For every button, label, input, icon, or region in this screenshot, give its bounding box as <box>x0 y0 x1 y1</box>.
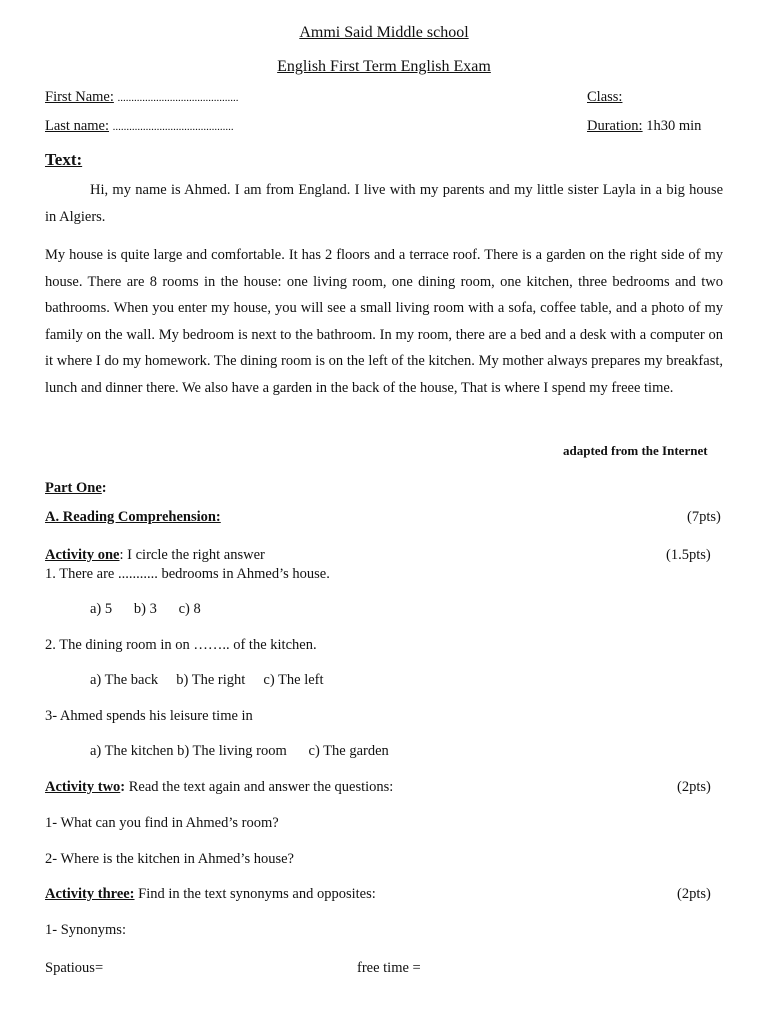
activity-two-question-1: 1- What can you find in Ahmed’s room? <box>45 815 279 831</box>
part-one-title <box>45 480 107 497</box>
text-heading: Text: <box>45 150 83 169</box>
activity-two-points: (2pts) <box>677 779 711 795</box>
question-1: 1. There are ........... bedrooms in Ahmed’s house. <box>45 566 330 582</box>
activity-three-heading <box>45 886 376 903</box>
duration-value: 1h30 min <box>646 118 702 134</box>
exam-title: English First Term English Exam <box>277 58 491 75</box>
source-note: adapted from the Internet <box>563 443 708 458</box>
synonyms-label: 1- Synonyms: <box>45 922 126 938</box>
paragraph-2-text: My house is quite large and comfortable. It has 2 floors and a terrace roof. There is a garden on the right side of my house. There are 8 rooms in the house: one living room, one dining room, one kitchen, three bedrooms and two bathrooms. When you enter my house, you will see a small living room with a sofa, coffee table, and a photo of my family on the wall. My bedroom is next to the bathroom. In my room, there are a bed and a desk with a computer on it where I do my homework. The dining room is on the left of the kitchen. My mother always prepares my breakfast, lunch and dinner there. We also have a garden in the back of the house, That is where I spend my freee time. <box>45 247 723 396</box>
last-name-label: Last name: <box>45 118 110 134</box>
part-one-colon: : <box>101 480 107 496</box>
activity-two-heading <box>45 779 393 796</box>
activity-two-label: Activity two <box>45 779 121 795</box>
question-3-options: a) The kitchen b) The living room c) The garden <box>90 743 389 759</box>
activity-two-instruction: Read the text again and answer the questions: <box>125 779 394 795</box>
activity-two-colon: : <box>120 779 126 795</box>
activity-three-label: Activity three: <box>45 886 135 902</box>
synonym-item-2: free time = <box>357 960 421 976</box>
last-name-dots: ............................................ <box>112 121 234 133</box>
activity-three-instruction: Find in the text synonyms and opposites: <box>134 886 376 902</box>
question-2-options: a) The back b) The right c) The left <box>90 672 324 688</box>
text-paragraph-1 <box>45 177 723 230</box>
question-2: 2. The dining room in on …….. of the kitchen. <box>45 637 317 653</box>
activity-one-label: Activity one <box>45 547 120 563</box>
activity-one-points: (1.5pts) <box>666 547 711 563</box>
duration-label: Duration: <box>587 118 643 134</box>
first-name-line <box>45 89 239 106</box>
part-one-label: Part One <box>45 480 102 496</box>
reading-comprehension-points: (7pts) <box>687 509 721 525</box>
activity-one-instruction: : I circle the right answer <box>119 547 265 563</box>
text-paragraph-2 <box>45 242 723 401</box>
duration-line <box>587 118 701 135</box>
class-label: Class: <box>587 89 623 105</box>
activity-three-points: (2pts) <box>677 886 711 902</box>
paragraph-1-text: Hi, my name is Ahmed. I am from England. I live with my parents and my little sister Layla in a big house in Algiers. <box>45 182 723 225</box>
school-name: Ammi Said Middle school <box>299 24 469 41</box>
activity-one-heading <box>45 547 265 564</box>
question-3: 3- Ahmed spends his leisure time in <box>45 708 253 724</box>
last-name-line <box>45 118 234 135</box>
first-name-label: First Name: <box>45 89 114 105</box>
question-1-options: a) 5 b) 3 c) 8 <box>90 601 201 617</box>
first-name-dots: ............................................ <box>117 92 239 104</box>
synonym-item-1: Spatious= <box>45 960 104 976</box>
reading-comprehension-heading: A. Reading Comprehension: <box>45 509 221 525</box>
activity-two-question-2: 2- Where is the kitchen in Ahmed’s house? <box>45 851 294 867</box>
